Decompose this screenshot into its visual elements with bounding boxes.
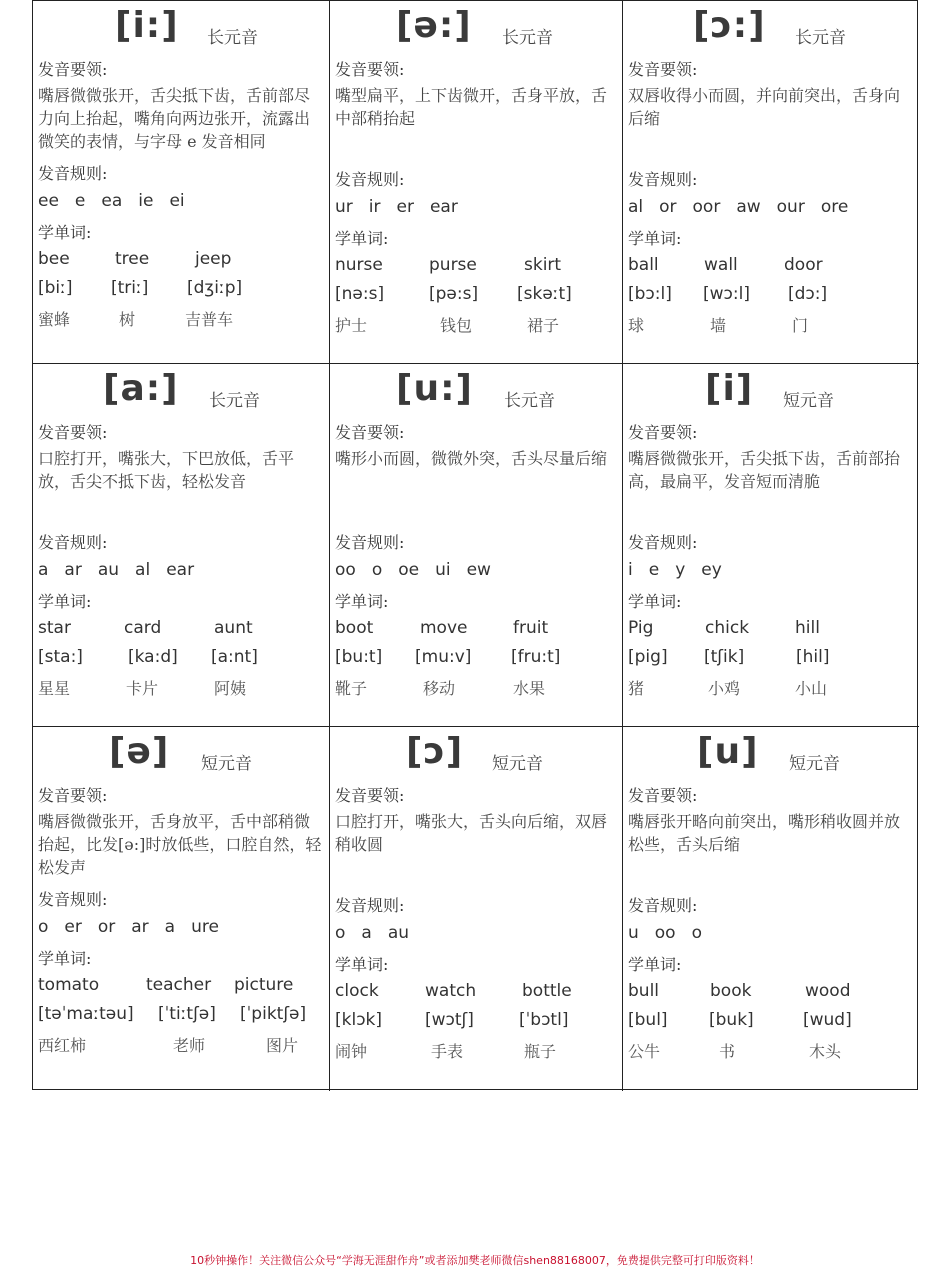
translation: 护士 bbox=[335, 316, 368, 335]
rules-list bbox=[38, 560, 194, 580]
rules-label: 发音规则: bbox=[38, 164, 108, 183]
tips-label: 发音要领: bbox=[38, 423, 108, 442]
ipa-row bbox=[628, 1010, 915, 1034]
translation: 门 bbox=[792, 316, 809, 335]
rules-list bbox=[335, 923, 409, 943]
translation: 公牛 bbox=[628, 1042, 661, 1061]
word-row bbox=[335, 981, 618, 1005]
word: picture bbox=[234, 975, 294, 995]
rule-item: oo bbox=[335, 560, 356, 580]
translation: 吉普车 bbox=[185, 310, 234, 329]
ipa: [pə:s] bbox=[429, 284, 479, 304]
word: clock bbox=[335, 981, 379, 1001]
word-row bbox=[38, 618, 325, 642]
ipa: [bul] bbox=[628, 1010, 668, 1030]
ipa: [wɔ:l] bbox=[703, 284, 750, 304]
phoneme-card-a-long bbox=[33, 364, 330, 727]
vowel-type: 长元音 bbox=[209, 391, 260, 411]
word: bee bbox=[38, 249, 70, 269]
card-header bbox=[330, 731, 622, 777]
ipa: [buk] bbox=[709, 1010, 754, 1030]
word: watch bbox=[425, 981, 477, 1001]
ipa: [wɔtʃ] bbox=[425, 1010, 474, 1030]
rule-item: o bbox=[38, 917, 49, 937]
tips-label: 发音要领: bbox=[628, 60, 698, 79]
phoneme-card-er-long bbox=[330, 1, 623, 364]
words-label: 学单词: bbox=[335, 229, 389, 248]
word-row bbox=[628, 981, 915, 1005]
word-row bbox=[628, 618, 915, 642]
word: boot bbox=[335, 618, 374, 638]
card-header bbox=[623, 731, 919, 777]
translation: 钱包 bbox=[440, 316, 473, 335]
rule-item: ar bbox=[131, 917, 149, 937]
word: wall bbox=[704, 255, 738, 275]
ipa: [sta:] bbox=[38, 647, 83, 667]
word: chick bbox=[705, 618, 750, 638]
ipa-row bbox=[335, 647, 618, 671]
rule-item: ear bbox=[166, 560, 195, 580]
rules-label: 发音规则: bbox=[38, 890, 108, 909]
rule-item: or bbox=[97, 917, 116, 937]
translation: 蜜蜂 bbox=[38, 310, 71, 329]
translation: 图片 bbox=[266, 1036, 299, 1055]
word: purse bbox=[429, 255, 477, 275]
rule-item: y bbox=[675, 560, 686, 580]
word: wood bbox=[805, 981, 851, 1001]
translation: 靴子 bbox=[335, 679, 368, 698]
tips-label: 发音要领: bbox=[628, 786, 698, 805]
word: book bbox=[710, 981, 752, 1001]
ipa: [tʃik] bbox=[704, 647, 745, 667]
rule-item: o bbox=[335, 923, 346, 943]
phoneme-symbol: [a:] bbox=[103, 368, 179, 409]
phoneme-card-or-long bbox=[623, 1, 919, 364]
rule-item: our bbox=[776, 197, 805, 217]
chinese-row bbox=[38, 1033, 325, 1057]
ipa: [təˈmaːtəu] bbox=[38, 1004, 134, 1024]
translation: 树 bbox=[119, 310, 136, 329]
chinese-row bbox=[628, 1039, 915, 1063]
rule-item: er bbox=[396, 197, 414, 217]
chinese-row bbox=[335, 676, 618, 700]
promo-footer: 10秒钟操作！关注微信公众号“学海无涯甜作舟”或者添加樊老师微信shen88168007，免费提供完整可打印版资料！ bbox=[190, 1254, 760, 1267]
tips-label: 发音要领: bbox=[335, 60, 405, 79]
rule-item: ew bbox=[466, 560, 491, 580]
rule-item: ey bbox=[701, 560, 722, 580]
rule-item: ore bbox=[820, 197, 849, 217]
chinese-row bbox=[335, 313, 618, 337]
rule-item: ure bbox=[191, 917, 219, 937]
translation: 裙子 bbox=[527, 316, 560, 335]
rules-list bbox=[628, 197, 848, 217]
chinese-row bbox=[628, 676, 915, 700]
translation: 球 bbox=[628, 316, 645, 335]
word: door bbox=[784, 255, 823, 275]
rule-item: al bbox=[135, 560, 151, 580]
tips-text: 嘴唇张开略向前突出，嘴形稍收圆并放松些，舌头后缩 bbox=[628, 812, 901, 854]
word: ball bbox=[628, 255, 659, 275]
translation: 移动 bbox=[423, 679, 456, 698]
rule-item: ear bbox=[429, 197, 458, 217]
rule-item: ui bbox=[435, 560, 451, 580]
rule-item: o bbox=[371, 560, 383, 580]
words-label: 学单词: bbox=[335, 592, 389, 611]
tips-text: 嘴唇微微张开，舌身放平，舌中部稍微抬起，比发[ə:]时放低些，口腔自然，轻松发声 bbox=[38, 812, 322, 877]
rule-item: ur bbox=[335, 197, 353, 217]
word-row bbox=[335, 618, 618, 642]
tips-text: 嘴型扁平，上下齿微开，舌身平放，舌中部稍抬起 bbox=[335, 86, 608, 128]
rule-item: ea bbox=[101, 191, 123, 211]
tips-label: 发音要领: bbox=[335, 423, 405, 442]
translation: 手表 bbox=[431, 1042, 464, 1061]
translation: 水果 bbox=[513, 679, 546, 698]
vowel-type: 短元音 bbox=[201, 754, 252, 774]
vowel-type: 长元音 bbox=[504, 391, 555, 411]
word: nurse bbox=[335, 255, 383, 275]
phoneme-symbol: [ə] bbox=[109, 731, 170, 772]
rule-item: u bbox=[628, 923, 639, 943]
tips-label: 发音要领: bbox=[38, 786, 108, 805]
rules-label: 发音规则: bbox=[628, 533, 698, 552]
word-row bbox=[38, 249, 325, 273]
rule-item: ee bbox=[38, 191, 59, 211]
rule-item: or bbox=[659, 197, 677, 217]
tips-text: 口腔打开，嘴张大，舌头向后缩，双唇稍收圆 bbox=[335, 812, 608, 854]
phoneme-symbol: [ɔ:] bbox=[693, 5, 766, 46]
rule-item: e bbox=[648, 560, 660, 580]
chinese-row bbox=[38, 307, 325, 331]
translation: 小山 bbox=[795, 679, 828, 698]
rule-item: er bbox=[64, 917, 82, 937]
word-row bbox=[628, 255, 915, 279]
ipa-row bbox=[38, 1004, 325, 1028]
word: star bbox=[38, 618, 71, 638]
rules-label: 发音规则: bbox=[38, 533, 108, 552]
phoneme-symbol: [i] bbox=[705, 368, 754, 409]
ipa: [pig] bbox=[628, 647, 668, 667]
chinese-row bbox=[335, 1039, 618, 1063]
tips-label: 发音要领: bbox=[38, 60, 108, 79]
rules-label: 发音规则: bbox=[335, 170, 405, 189]
translation: 瓶子 bbox=[524, 1042, 557, 1061]
vowel-type: 短元音 bbox=[789, 754, 840, 774]
translation: 老师 bbox=[173, 1036, 206, 1055]
ipa: [wud] bbox=[803, 1010, 852, 1030]
word: teacher bbox=[146, 975, 212, 995]
rule-item: ei bbox=[169, 191, 185, 211]
ipa: [mu:v] bbox=[415, 647, 472, 667]
ipa: [fru:t] bbox=[511, 647, 561, 667]
word: fruit bbox=[513, 618, 549, 638]
tips-text: 嘴唇微微张开，舌尖抵下齿，舌前部抬高，最扁平，发音短而清脆 bbox=[628, 449, 901, 491]
rules-label: 发音规则: bbox=[628, 896, 698, 915]
translation: 木头 bbox=[809, 1042, 842, 1061]
ipa-row bbox=[628, 647, 915, 671]
word: card bbox=[124, 618, 162, 638]
vowel-type: 短元音 bbox=[492, 754, 543, 774]
ipa: [a:nt] bbox=[211, 647, 258, 667]
ipa: [klɔk] bbox=[335, 1010, 383, 1030]
word: aunt bbox=[214, 618, 253, 638]
card-header bbox=[623, 5, 919, 51]
ipa: [bu:t] bbox=[335, 647, 383, 667]
rule-item: oor bbox=[692, 197, 721, 217]
rules-list bbox=[628, 923, 702, 943]
words-label: 学单词: bbox=[628, 592, 682, 611]
translation: 阿姨 bbox=[214, 679, 247, 698]
word: jeep bbox=[195, 249, 232, 269]
ipa-row bbox=[38, 647, 325, 671]
rule-item: oe bbox=[398, 560, 420, 580]
rule-item: ie bbox=[138, 191, 154, 211]
words-label: 学单词: bbox=[628, 955, 682, 974]
tips-text: 嘴形小而圆，微微外突，舌头尽量后缩 bbox=[335, 449, 608, 468]
rule-item: a bbox=[361, 923, 372, 943]
phoneme-symbol: [ə:] bbox=[396, 5, 472, 46]
tips-text: 口腔打开，嘴张大，下巴放低，舌平放，舌尖不抵下齿，轻松发音 bbox=[38, 449, 295, 491]
ipa: [ka:d] bbox=[128, 647, 178, 667]
vowel-type: 长元音 bbox=[502, 28, 553, 48]
phonics-grid bbox=[32, 0, 918, 1090]
rules-list bbox=[38, 191, 185, 211]
word: Pig bbox=[628, 618, 654, 638]
tips-label: 发音要领: bbox=[335, 786, 405, 805]
phoneme-symbol: [u] bbox=[697, 731, 759, 772]
ipa: [dʒiːp] bbox=[187, 278, 243, 298]
phoneme-symbol: [ɔ] bbox=[406, 731, 464, 772]
rule-item: o bbox=[691, 923, 702, 943]
rule-item: au bbox=[387, 923, 410, 943]
rule-item: oo bbox=[654, 923, 676, 943]
ipa: [ˈbɔtl] bbox=[519, 1010, 569, 1030]
ipa-row bbox=[628, 284, 915, 308]
rule-item: a bbox=[164, 917, 176, 937]
vowel-type: 短元音 bbox=[783, 391, 834, 411]
rules-list bbox=[335, 560, 491, 580]
phoneme-card-u-short bbox=[623, 727, 919, 1091]
phoneme-card-i-short bbox=[623, 364, 919, 727]
word: move bbox=[420, 618, 468, 638]
chinese-row bbox=[38, 676, 325, 700]
rules-list bbox=[628, 560, 722, 580]
phoneme-card-u-long bbox=[330, 364, 623, 727]
word: tree bbox=[115, 249, 150, 269]
rule-item: a bbox=[38, 560, 49, 580]
ipa-row bbox=[38, 278, 325, 302]
words-label: 学单词: bbox=[38, 592, 92, 611]
vowel-type: 长元音 bbox=[795, 28, 846, 48]
translation: 星星 bbox=[38, 679, 71, 698]
rule-item: i bbox=[628, 560, 633, 580]
rules-label: 发音规则: bbox=[628, 170, 698, 189]
ipa-row bbox=[335, 1010, 618, 1034]
tips-text: 嘴唇微微张开，舌尖抵下齿，舌前部尽力向上抬起，嘴角向两边张开，流露出微笑的表情，与字母 e 发音相同 bbox=[38, 86, 311, 151]
phoneme-symbol: [i:] bbox=[115, 5, 179, 46]
ipa: [skəːt] bbox=[517, 284, 572, 304]
rule-item: e bbox=[74, 191, 86, 211]
ipa: [hil] bbox=[796, 647, 830, 667]
rule-item: ir bbox=[368, 197, 381, 217]
translation: 西红柿 bbox=[38, 1036, 87, 1055]
translation: 书 bbox=[719, 1042, 736, 1061]
words-label: 学单词: bbox=[335, 955, 389, 974]
chinese-row bbox=[628, 313, 915, 337]
word: hill bbox=[795, 618, 820, 638]
word: tomato bbox=[38, 975, 100, 995]
card-header bbox=[33, 731, 329, 777]
tips-text: 双唇收得小而圆，并向前突出，舌身向后缩 bbox=[628, 86, 901, 128]
words-label: 学单词: bbox=[38, 223, 92, 242]
translation: 猪 bbox=[628, 679, 645, 698]
rules-label: 发音规则: bbox=[335, 533, 405, 552]
rule-item: al bbox=[628, 197, 644, 217]
phoneme-symbol: [u:] bbox=[396, 368, 473, 409]
rule-item: aw bbox=[736, 197, 761, 217]
word-row bbox=[335, 255, 618, 279]
word: skirt bbox=[524, 255, 562, 275]
card-header bbox=[623, 368, 919, 414]
words-label: 学单词: bbox=[628, 229, 682, 248]
word: bottle bbox=[522, 981, 572, 1001]
translation: 卡片 bbox=[126, 679, 159, 698]
words-label: 学单词: bbox=[38, 949, 92, 968]
ipa: [triː] bbox=[111, 278, 149, 298]
translation: 闹钟 bbox=[335, 1042, 368, 1061]
ipa: [bɔ:l] bbox=[628, 284, 672, 304]
word: bull bbox=[628, 981, 660, 1001]
rule-item: ar bbox=[64, 560, 82, 580]
ipa: [biː] bbox=[38, 278, 73, 298]
word-row bbox=[38, 975, 325, 999]
phoneme-card-i-long bbox=[33, 1, 330, 364]
translation: 小鸡 bbox=[708, 679, 741, 698]
ipa-row bbox=[335, 284, 618, 308]
vowel-type: 长元音 bbox=[207, 28, 258, 48]
phoneme-card-schwa-short bbox=[33, 727, 330, 1091]
translation: 墙 bbox=[710, 316, 727, 335]
ipa: [ˈpiktʃə] bbox=[240, 1004, 307, 1024]
ipa: [dɔ:] bbox=[788, 284, 828, 304]
rules-label: 发音规则: bbox=[335, 896, 405, 915]
rules-list bbox=[38, 917, 219, 937]
rules-list bbox=[335, 197, 458, 217]
rule-item: au bbox=[97, 560, 120, 580]
card-header bbox=[33, 368, 329, 414]
card-header bbox=[33, 5, 329, 51]
ipa: [nə:s] bbox=[335, 284, 385, 304]
phoneme-card-o-short bbox=[330, 727, 623, 1091]
card-header bbox=[330, 5, 622, 51]
ipa: [ˈtiːtʃə] bbox=[158, 1004, 216, 1024]
card-header bbox=[330, 368, 622, 414]
tips-label: 发音要领: bbox=[628, 423, 698, 442]
